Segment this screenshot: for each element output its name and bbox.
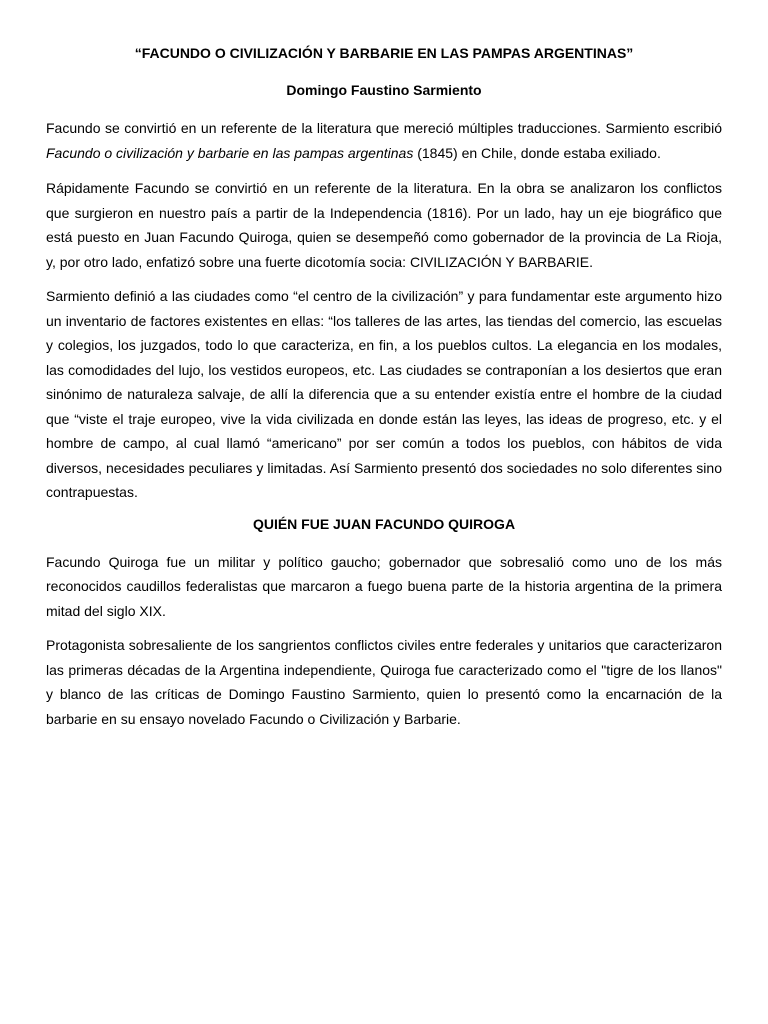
paragraph-intro (46, 116, 722, 165)
paragraph-analysis: Rápidamente Facundo se convirtió en un referente de la literatura. En la obra se analizaron los conflictos que surgieron en nuestro país a partir de la Independencia (1816). Por un lado, hay un eje biográfico que está puesto en Juan Facundo Quiroga, quien se desempeñó como gobernador de la provincia de La Rioja, y, por otro lado, enfatizó sobre una fuerte dicotomía socia: CIVILIZACIÓN Y BARBARIE. (46, 180, 722, 270)
section-heading: QUIÉN FUE JUAN FACUNDO QUIROGA (252, 515, 516, 532)
document-author: Domingo Faustino Sarmiento (286, 82, 482, 98)
document-body (46, 44, 722, 731)
book-title-italic: Facundo o civilización y barbarie en las pampas argentinas (46, 144, 414, 161)
paragraph-intro-text-end: (1845) en Chile, donde estaba exiliado. (413, 144, 661, 161)
paragraph-quiroga-bio: Facundo Quiroga fue un militar y político gaucho; gobernador que sobresalió como uno de los más reconocidos caudillos federalistas que marcaron a fuego buena parte de la historia argentina de la primera mitad del siglo XIX. (46, 553, 722, 619)
paragraph-cities: Sarmiento definió a las ciudades como “el centro de la civilización” y para fundamentar este argumento hizo un inventario de factores existentes en ellas: “los talleres de las artes, las tiendas del comercio, las escuelas y colegios, los juzgados, todo lo que caracteriza, en fin, a los pueblos cultos. La elegancia en los modales, las comodidades del lujo, los vestidos europeos, etc. Las ciudades se contraponían a los desiertos que eran sinónimo de naturaleza salvaje, de allí la diferencia que a su entender existía entre el hombre de la ciudad que “viste el traje europeo, vive la vida civilizada en donde están las leyes, las ideas de progreso, etc. y el hombre de campo, al cual llamó “americano” por ser común a todos los pueblos, con hábitos de vida diversos, necesidades peculiares y limitadas. Así Sarmiento presentó dos sociedades no solo diferentes sino contrapuestas. (46, 288, 722, 500)
paragraph-quiroga-protagonist: Protagonista sobresaliente de los sangrientos conflictos civiles entre federales y unitarios que caracterizaron las primeras décadas de la Argentina independiente, Quiroga fue caracterizado como el "tigre de los llanos" y blanco de las críticas de Domingo Faustino Sarmiento, quien lo presentó como la encarnación de la barbarie en su ensayo novelado Facundo o Civilización y Barbarie. (46, 637, 722, 727)
paragraph-intro-text-start: Facundo se convirtió en un referente de la literatura que mereció múltiples traducciones. Sarmiento escribió (46, 120, 722, 136)
document-title: “FACUNDO O CIVILIZACIÓN Y BARBARIE EN LAS PAMPAS ARGENTINAS” (134, 45, 634, 61)
